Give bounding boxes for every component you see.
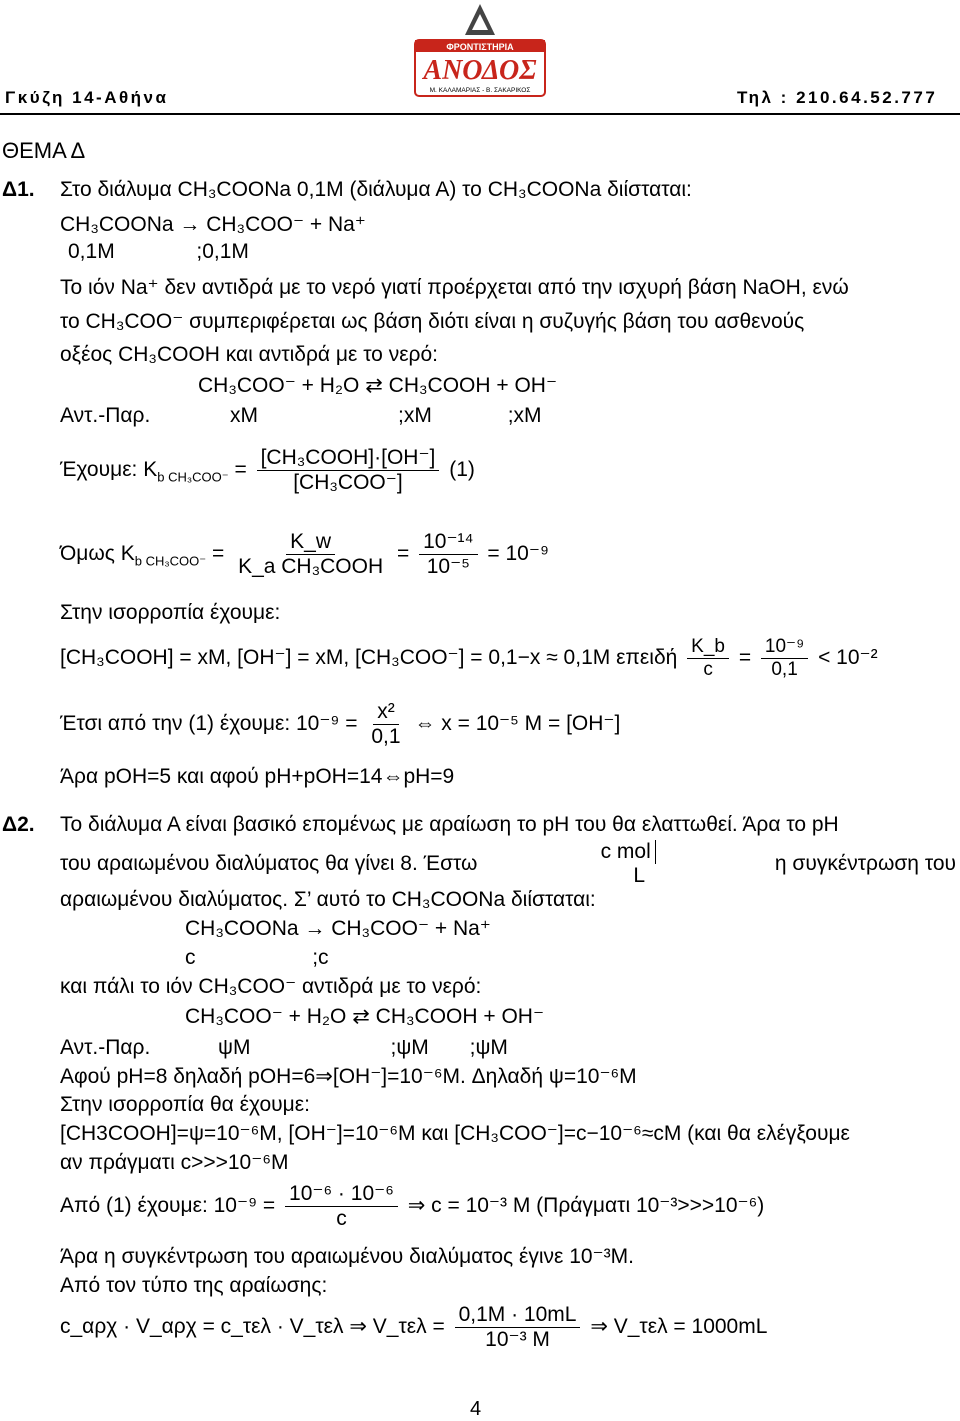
d2-line1: Το διάλυμα Α είναι βασικό επομένως με αραίωση το pH του θα ελαττωθεί. Άρα το pH xyxy=(60,813,839,836)
d2-from-fraction xyxy=(285,1182,398,1231)
d1-eq1-conc: 0,1M ;0,1M xyxy=(68,240,249,263)
d2-conc-num: c mol xyxy=(597,840,656,864)
d2-dilution-fraction xyxy=(455,1303,581,1352)
d1-text3: οξέος CH₃COOH και αντιδρά με το νερό: xyxy=(60,343,439,366)
d1-so-den: 0,1 xyxy=(371,725,401,749)
d1-kw-fraction2 xyxy=(419,530,477,579)
d1-final: Άρα pOH=5 και αφού pH+pOH=14⇔pH=9 xyxy=(60,765,455,788)
d1-kw-fraction xyxy=(234,530,387,579)
d1-so-result: ⇔ x = 10⁻⁵ M = [OH⁻] xyxy=(414,712,621,736)
header-address: Γκύζη 14-Αθήνα xyxy=(5,88,169,107)
d2-from-result: ⇒ c = 10⁻³ M (Πράγματι 10⁻³>>>10⁻⁶) xyxy=(407,1194,765,1218)
d1-kw-expression: Όμως $K_{b CH_3COO^-}$ = $\frac{K\_w}{\text{K\_a CH₃COOH}}$ = $\frac{\text{10⁻¹⁴}}{\text{10⁻⁵}}$ = 10⁻⁹ xyxy=(60,530,549,579)
d1-kb-expression: Έχουμε: $K_{b CH_3COO^-}$ = $\frac{\text{[CH₃COOH]·[OH⁻]}}{\text{[CH₃COO⁻]}}$ (1) xyxy=(60,446,475,495)
d2-eq1: CH₃COONa → CH₃COO⁻ + Na⁺ xyxy=(185,917,491,940)
header-rule xyxy=(0,113,960,115)
d2-dilution-left: c_αρχ · V_αρχ = c_τελ · V_τελ ⇒ V_τελ = xyxy=(60,1315,445,1339)
d1-have-label: Έχουμε: K xyxy=(60,458,158,482)
d1-solve-line xyxy=(60,700,620,749)
d2-label: Δ2. xyxy=(2,813,35,836)
d2-from-line xyxy=(60,1182,764,1231)
d1-react-label: Αντ.-Παρ. xyxy=(60,404,151,427)
d2-from-label: Από (1) έχουμε: 10⁻⁹ = xyxy=(60,1194,276,1218)
d1-since-fraction2 xyxy=(761,636,808,681)
d1-kw-den: K_a CH₃COOH xyxy=(238,555,384,579)
d2-conc-den: L xyxy=(633,864,646,888)
svg-text:Μ. ΚΑΛΑΜΑΡΙΑΣ - Β. ΣΑΚΑΡΙΚΟΣ: Μ. ΚΑΛΑΜΑΡΙΑΣ - Β. ΣΑΚΑΡΙΚΟΣ xyxy=(429,87,531,94)
d1-so-label: Έτσι από την (1) έχουμε: 10⁻⁹ = xyxy=(60,712,358,736)
d2-line2a: του αραιωμένου διαλύματος θα γίνει 8. Έστω xyxy=(60,852,478,876)
d2-from-den: c xyxy=(336,1207,347,1231)
d1-eq2: CH₃COO⁻ + H₂O ⇄ CH₃COOH + OH⁻ xyxy=(198,374,558,397)
d1-since-result: < 10⁻² xyxy=(818,645,878,669)
d2-line7: [CH3COOH]=ψ=10⁻⁶M, [OH⁻]=10⁻⁶M και [CH₃COO⁻]=c−10⁻⁶≈cM (και θα ελέγξουμε xyxy=(60,1122,850,1145)
d2-line4: και πάλι το ιόν CH₃COO⁻ αντιδρά με το νερό: xyxy=(60,975,482,998)
page-number: 4 xyxy=(470,1398,482,1420)
d2-line10: Από τον τύπο της αραίωσης: xyxy=(60,1274,328,1297)
d1-eq1: CH₃COONa → CH₃COO⁻ + Na⁺ xyxy=(60,213,366,236)
d1-react-values: xM ;xM ;xM xyxy=(230,404,542,427)
d2-conc-fraction xyxy=(597,840,656,888)
d1-kw-den2: 10⁻⁵ xyxy=(426,555,470,579)
d2-react-values: ψM ;ψM ;ψM xyxy=(218,1036,508,1059)
d1-since-fraction xyxy=(687,636,729,681)
d1-since-num2: 10⁻⁹ xyxy=(761,636,808,659)
d1-intro: Στο διάλυμα CH₃COONa 0,1M (διάλυμα Α) το CH₃COONa διίσταται: xyxy=(60,178,692,201)
d2-line9: Άρα η συγκέντρωση του αραιωμένου διαλύματος έγινε 10⁻³M. xyxy=(60,1245,634,1268)
d1-kb-fraction xyxy=(257,446,440,495)
d1-label: Δ1. xyxy=(2,178,35,201)
d1-text2: το CH₃COO⁻ συμπεριφέρεται ως βάση διότι είναι η συζυγής βάση του ασθενούς xyxy=(60,310,805,333)
d2-dilution-line xyxy=(60,1303,767,1352)
d2-eq1-conc: c ;c xyxy=(185,946,329,969)
d1-kw-result: = 10⁻⁹ xyxy=(487,542,549,566)
d1-kb-den: [CH₃COO⁻] xyxy=(293,471,403,495)
d2-dilution-den: 10⁻³ M xyxy=(485,1328,550,1352)
d2-from-num: 10⁻⁶ · 10⁻⁶ xyxy=(285,1182,398,1207)
d1-but-label: Όμως K xyxy=(60,542,135,566)
d1-kw-num2: 10⁻¹⁴ xyxy=(419,530,477,555)
d2-line5: Αφού pH=8 δηλαδή pOH=6⇒[OH⁻]=10⁻⁶M. Δηλαδή ψ=10⁻⁶M xyxy=(60,1065,637,1088)
logo xyxy=(385,0,575,100)
d2-eq2: CH₃COO⁻ + H₂O ⇄ CH₃COOH + OH⁻ xyxy=(185,1005,545,1028)
d2-line8: αν πράγματι c>>>10⁻⁶M xyxy=(60,1151,289,1174)
d1-text1: Το ιόν Na⁺ δεν αντιδρά με το νερό γιατί προέρχεται από την ισχυρή βάση NaOH, ενώ xyxy=(60,276,849,299)
d2-dilution-num: 0,1M · 10mL xyxy=(455,1303,581,1328)
d1-kw-num: K_w xyxy=(286,530,335,555)
d1-since-num: K_b xyxy=(687,636,729,659)
d1-since-den2: 0,1 xyxy=(771,658,798,680)
logo-graphic xyxy=(385,0,575,100)
d1-equilibrium-values: [CH₃COOH] = xM, [OH⁻] = xM, [CH₃COO⁻] = 0,1−x ≈ 0,1M επειδή xyxy=(60,645,678,669)
d2-react-label: Αντ.-Παρ. xyxy=(60,1036,151,1059)
svg-text:ΦΡΟΝΤΙΣΤΗΡΙΑ: ΦΡΟΝΤΙΣΤΗΡΙΑ xyxy=(446,42,514,52)
svg-text:ΑΝΟΔΟΣ: ΑΝΟΔΟΣ xyxy=(423,55,537,86)
d1-kb-num: [CH₃COOH]·[OH⁻] xyxy=(257,446,440,471)
d1-kb-tag: (1) xyxy=(449,458,475,482)
d2-line2 xyxy=(60,840,956,888)
d2-dilution-result: ⇒ V_τελ = 1000mL xyxy=(590,1315,768,1339)
d1-so-num: x² xyxy=(373,700,399,725)
page-title: ΘΕΜΑ Δ xyxy=(2,138,86,163)
header-phone: Τηλ : 210.64.52.777 xyxy=(737,88,938,107)
d1-equilibrium-label: Στην ισορροπία έχουμε: xyxy=(60,601,281,624)
d2-line2b: η συγκέντρωση του xyxy=(774,852,956,876)
d1-since-den: c xyxy=(703,658,713,680)
d2-line6: Στην ισορροπία θα έχουμε: xyxy=(60,1093,310,1116)
d1-so-fraction xyxy=(367,700,404,749)
d2-line3: αραιωμένου διαλύματος. Σ’ αυτό το CH₃COONa διίσταται: xyxy=(60,888,596,911)
d1-equilibrium-line: [CH₃COOH] = xM, [OH⁻] = xM, [CH₃COO⁻] = 0,1−x ≈ 0,1M επειδή $\frac{K\_b}{c}$ = $\frac{\text{10⁻⁹}}{0,1}$ < 10⁻² xyxy=(60,636,878,680)
